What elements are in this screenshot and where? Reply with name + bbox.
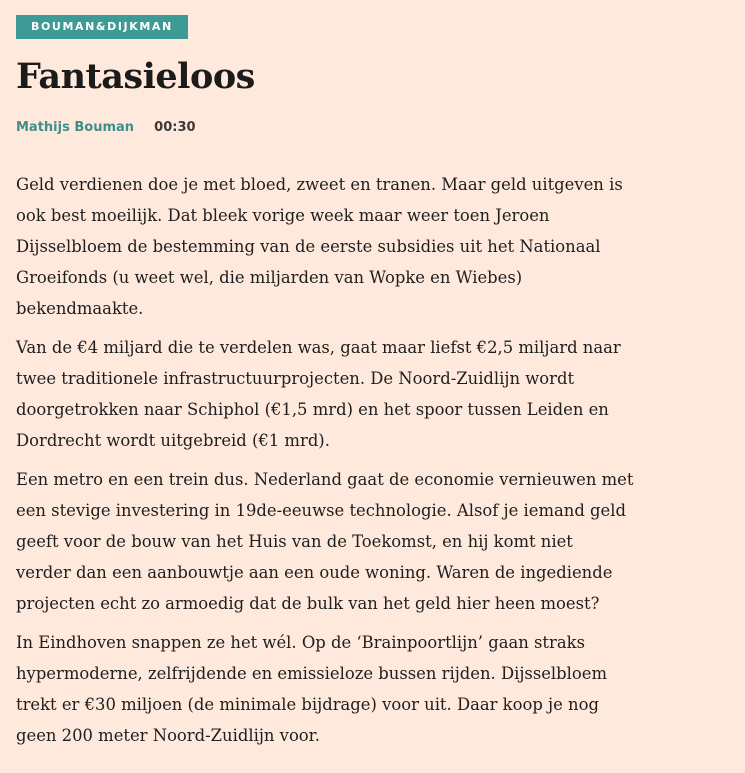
paragraph-line: trekt er €30 miljoen (de minimale bijdrage) voor uit. Daar koop je nog	[16, 695, 599, 714]
paragraph-line: geeft voor de bouw van het Huis van de Toekomst, en hij komt niet	[16, 532, 573, 551]
paragraph	[16, 169, 729, 324]
paragraph-line: In Eindhoven snappen ze het wél. Op de ‘Brainpoortlijn’ gaan straks	[16, 633, 585, 652]
paragraph-line: Een metro en een trein dus. Nederland gaat de economie vernieuwen met	[16, 470, 634, 489]
paragraph-line: Geld verdienen doe je met bloed, zweet en tranen. Maar geld uitgeven is	[16, 175, 623, 194]
paragraph-line: Dordrecht wordt uitgebreid (€1 mrd).	[16, 431, 330, 450]
paragraph-line: geen 200 meter Noord-Zuidlijn voor.	[16, 726, 320, 745]
paragraph-line: bekendmaakte.	[16, 299, 144, 318]
article-meta	[16, 119, 729, 137]
article-title: Fantasieloos	[16, 56, 255, 97]
paragraph	[16, 627, 729, 751]
paragraph-line: twee traditionele infrastructuurprojecten. De Noord-Zuidlijn wordt	[16, 369, 575, 388]
paragraph-line: ook best moeilijk. Dat bleek vorige week maar weer toen Jeroen	[16, 206, 550, 225]
paragraph	[16, 332, 729, 456]
paragraph-line: Van de €4 miljard die te verdelen was, gaat maar liefst €2,5 miljard naar	[16, 338, 621, 357]
paragraph-line: doorgetrokken naar Schiphol (€1,5 mrd) en het spoor tussen Leiden en	[16, 400, 609, 419]
paragraph-line: een stevige investering in 19de-eeuwse technologie. Alsof je iemand geld	[16, 501, 626, 520]
paragraph-line: projecten echt zo armoedig dat de bulk van het geld hier heen moest?	[16, 594, 600, 613]
reading-time: 00:30	[154, 120, 196, 135]
paragraph-line: Dijsselbloem de bestemming van de eerste subsidies uit het Nationaal	[16, 237, 601, 256]
author-link[interactable]: Mathijs Bouman	[16, 120, 135, 135]
paragraph-line: Groeifonds (u weet wel, die miljarden van Wopke en Wiebes)	[16, 268, 523, 287]
paragraph-line: verder dan een aanbouwtje aan een oude woning. Waren de ingediende	[16, 563, 613, 582]
article-body	[16, 169, 729, 751]
section-tag[interactable]: BOUMAN&DIJKMAN	[16, 15, 188, 39]
paragraph	[16, 464, 729, 619]
paragraph-line: hypermoderne, zelfrijdende en emissieloze bussen rijden. Dijsselbloem	[16, 664, 608, 683]
